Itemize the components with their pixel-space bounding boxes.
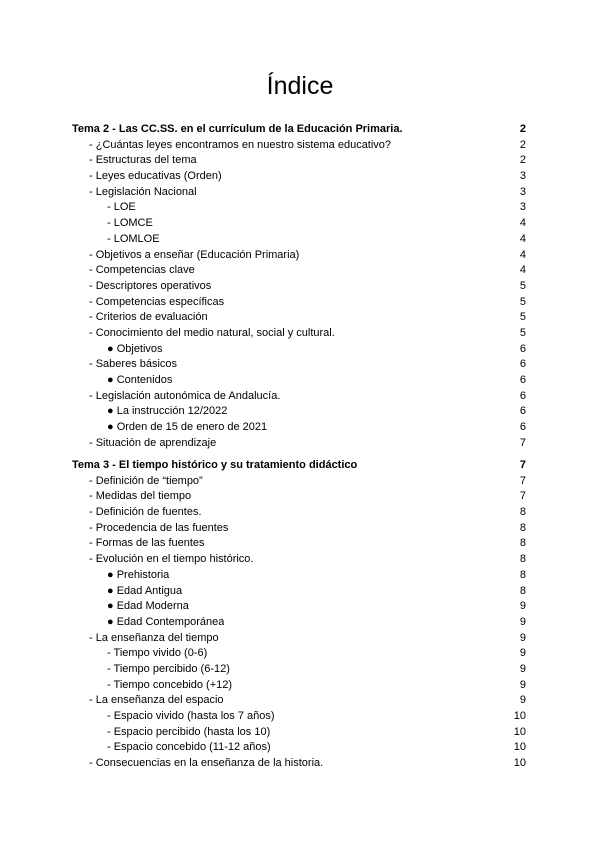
toc-entry[interactable]	[72, 536, 526, 552]
toc-entry-text: - Medidas del tiempo	[89, 490, 192, 503]
toc-page-number: 8	[519, 568, 526, 581]
toc-entry-text: - Formas de las fuentes	[89, 537, 205, 550]
toc-entry[interactable]	[72, 404, 526, 420]
toc-entry[interactable]	[72, 263, 526, 279]
toc-entry-text: - Leyes educativas (Orden)	[89, 170, 222, 183]
toc-entry-text: - LOMLOE	[107, 232, 160, 245]
toc-entry[interactable]	[72, 185, 526, 201]
toc-entry-text: - ¿Cuántas leyes encontramos en nuestro sistema educativo?	[89, 138, 392, 151]
toc-entry[interactable]	[72, 389, 526, 405]
toc-page-number: 7	[519, 459, 526, 472]
toc-page-number: 4	[519, 264, 526, 277]
toc-entry-text: - Espacio percibido (hasta los 10)	[107, 725, 271, 738]
toc-page-number: 2	[519, 154, 526, 167]
toc-page-number: 8	[519, 537, 526, 550]
toc-entry[interactable]	[72, 615, 526, 631]
toc-page-number: 8	[519, 521, 526, 534]
toc-entry[interactable]	[72, 310, 526, 326]
toc-entry[interactable]	[72, 521, 526, 537]
toc-entry-text: - Saberes básicos	[89, 358, 178, 371]
toc-entry[interactable]	[72, 436, 526, 452]
toc-entry[interactable]	[72, 552, 526, 568]
toc-page-number: 9	[519, 647, 526, 660]
toc-entry-text: ● Orden de 15 de enero de 2021	[107, 421, 268, 434]
toc-page-number: 6	[519, 389, 526, 402]
toc-entry[interactable]	[72, 153, 526, 169]
toc-entry[interactable]	[72, 709, 526, 725]
toc-entry[interactable]	[72, 295, 526, 311]
toc-page-number: 8	[519, 506, 526, 519]
toc-entry-text: - Descriptores operativos	[89, 279, 212, 292]
toc-heading-text: Tema 2 - Las CC.SS. en el currículum de la Educación Primaria.	[72, 123, 403, 135]
toc-entry[interactable]	[72, 725, 526, 741]
page-title: Índice	[266, 72, 334, 100]
toc-entry[interactable]	[72, 568, 526, 584]
toc-entry-text: ● La instrucción 12/2022	[107, 405, 228, 418]
toc-page-number: 5	[519, 326, 526, 339]
toc-entry-text: - LOE	[107, 201, 136, 214]
toc-heading-text: Tema 3 - El tiempo histórico y su tratamiento didáctico	[72, 459, 358, 472]
toc-entry[interactable]	[72, 326, 526, 342]
toc-entry[interactable]	[72, 248, 526, 264]
toc-entry[interactable]	[72, 357, 526, 373]
toc-page-number: 9	[519, 631, 526, 644]
toc-entry-text: ● Prehistoria	[107, 568, 170, 581]
toc-page-number: 6	[519, 358, 526, 371]
toc-entry[interactable]	[72, 505, 526, 521]
toc-entry[interactable]	[72, 420, 526, 436]
toc-entry[interactable]	[72, 489, 526, 505]
toc-entry-text: - Competencias específicas	[89, 295, 225, 308]
toc-page-number: 10	[513, 710, 526, 723]
toc-entry[interactable]	[72, 646, 526, 662]
toc-entry-text: - LOMCE	[107, 217, 153, 230]
toc-page-number: 9	[519, 600, 526, 613]
toc-entry-text: - Espacio concebido (11-12 años)	[107, 741, 271, 754]
toc-entry-text: - Espacio vivido (hasta los 7 años)	[107, 710, 275, 723]
toc-page-number: 2	[519, 123, 526, 135]
toc-entry[interactable]	[72, 279, 526, 295]
toc-page-number: 7	[519, 474, 526, 487]
toc-page-number: 4	[519, 232, 526, 245]
toc-page-number: 10	[513, 757, 526, 770]
toc-entry[interactable]	[72, 474, 526, 490]
toc-page-number: 9	[519, 694, 526, 707]
toc-entry-text: - Competencias clave	[89, 264, 195, 277]
toc-entry[interactable]	[72, 631, 526, 647]
table-of-contents	[72, 122, 526, 772]
toc-entry-text: - Tiempo vivido (0-6)	[107, 647, 208, 660]
toc-entry-text: - Tiempo concebido (+12)	[107, 678, 233, 691]
toc-entry[interactable]	[72, 232, 526, 248]
toc-page-number: 9	[519, 678, 526, 691]
toc-page-number: 6	[519, 421, 526, 434]
toc-entry[interactable]	[72, 169, 526, 185]
toc-entry[interactable]	[72, 693, 526, 709]
toc-page-number: 6	[519, 405, 526, 418]
toc-heading-tema-3[interactable]	[72, 458, 526, 474]
toc-page-number: 7	[519, 490, 526, 503]
toc-page-number: 9	[519, 615, 526, 628]
toc-page-number: 4	[519, 248, 526, 261]
toc-entry[interactable]	[72, 200, 526, 216]
toc-entry-text: - Objetivos a enseñar (Educación Primaria)	[89, 248, 300, 261]
toc-entry-text: - Legislación Nacional	[89, 185, 197, 198]
toc-entry-text: - Tiempo percibido (6-12)	[107, 662, 230, 675]
toc-entry[interactable]	[72, 584, 526, 600]
toc-entry[interactable]	[72, 756, 526, 772]
toc-page-number: 9	[519, 662, 526, 675]
toc-page-number: 5	[519, 279, 526, 292]
toc-page-number: 6	[519, 342, 526, 355]
toc-entry-text: - Criterios de evaluación	[89, 311, 208, 324]
toc-page-number: 10	[513, 725, 526, 738]
toc-entry-text: - Legislación autonómica de Andalucía.	[89, 389, 281, 402]
toc-page-number: 10	[513, 741, 526, 754]
toc-page-number: 4	[519, 217, 526, 230]
toc-entry-text: ● Edad Moderna	[107, 600, 189, 613]
toc-entry-text: - La enseñanza del tiempo	[89, 631, 219, 644]
toc-page-number: 5	[519, 295, 526, 308]
toc-entry-text: - Definición de fuentes.	[89, 506, 202, 519]
toc-entry-text: - Procedencia de las fuentes	[89, 521, 229, 534]
toc-entry-text: - Situación de aprendizaje	[89, 436, 217, 449]
toc-entry[interactable]	[72, 342, 526, 358]
toc-page-number: 8	[519, 553, 526, 566]
toc-entry-text: - Conocimiento del medio natural, social y cultural.	[89, 326, 335, 339]
toc-entry[interactable]	[72, 599, 526, 615]
toc-entry-text: - La enseñanza del espacio	[89, 694, 224, 707]
toc-entry-text: - Estructuras del tema	[89, 154, 197, 167]
toc-entry[interactable]	[72, 138, 526, 154]
toc-heading-tema-2[interactable]	[72, 122, 526, 138]
toc-page-number: 3	[519, 201, 526, 214]
toc-page-number: 7	[519, 436, 526, 449]
toc-page-number: 5	[519, 311, 526, 324]
toc-entry-text: - Evolución en el tiempo histórico.	[89, 553, 254, 566]
toc-entry[interactable]	[72, 373, 526, 389]
toc-entry-text: ● Objetivos	[107, 342, 163, 355]
toc-entry-text: ● Edad Antigua	[107, 584, 183, 597]
toc-entry-text: - Definición de “tiempo”	[89, 474, 203, 487]
toc-entry[interactable]	[72, 678, 526, 694]
toc-entry[interactable]	[72, 740, 526, 756]
toc-entry-text: ● Edad Contemporánea	[107, 615, 225, 628]
toc-page-number: 8	[519, 584, 526, 597]
toc-entry-text: - Consecuencias en la enseñanza de la historia.	[89, 757, 324, 770]
toc-entry[interactable]	[72, 662, 526, 678]
toc-page-number: 6	[519, 374, 526, 386]
toc-page-number: 2	[519, 138, 526, 151]
toc-page-number: 3	[519, 170, 526, 183]
toc-page-number: 3	[519, 185, 526, 198]
toc-entry[interactable]	[72, 216, 526, 232]
toc-entry-text: ● Contenidos	[107, 374, 173, 386]
